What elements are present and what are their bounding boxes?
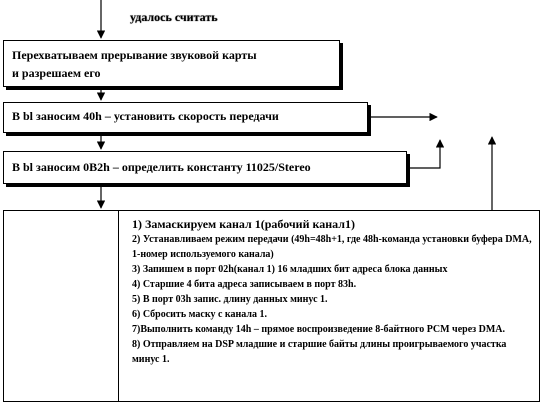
action-item: 3) Запишем в порт 02h(канал 1) 16 младших бит адреса блока данных: [132, 264, 448, 275]
action-item: 2) Устанавливаем режим передачи (49h=48h+1, где 48h-команда установки буфера DMA, 1-номер используемого канала): [132, 234, 532, 260]
step-define-constant-line: В bl заносим 0B2h – определить константу 11025/Stereo: [12, 160, 311, 174]
action-item: 6) Сбросить маску с канала 1.: [132, 309, 267, 320]
arrow-step-3-out: [410, 140, 440, 168]
step-set-speed-line: В bl заносим 40h – установить скорость передачи: [12, 109, 279, 123]
step-intercept-interrupt-line-1: Перехватываем прерывание звуковой карты: [12, 48, 257, 62]
action-item: 1) Замаскируем канал 1(рабочий канал1): [132, 217, 355, 231]
action-item: 7)Выполнить команду 14h – прямое воспроизведение 8-байтного PCM через DMA.: [132, 324, 506, 335]
action-item: 4) Старшие 4 бита адреса записываем в порт 83h.: [132, 279, 357, 290]
action-item: 8) Отправляем на DSP младшие и старшие байты длины проигрываемого участка минус 1.: [132, 339, 507, 365]
action-item: 5) В порт 03h запис. длину данных минус 1.: [132, 294, 328, 305]
top-label: удалось считать: [130, 10, 218, 24]
step-intercept-interrupt-line-2: и разрешаем его: [12, 66, 101, 80]
